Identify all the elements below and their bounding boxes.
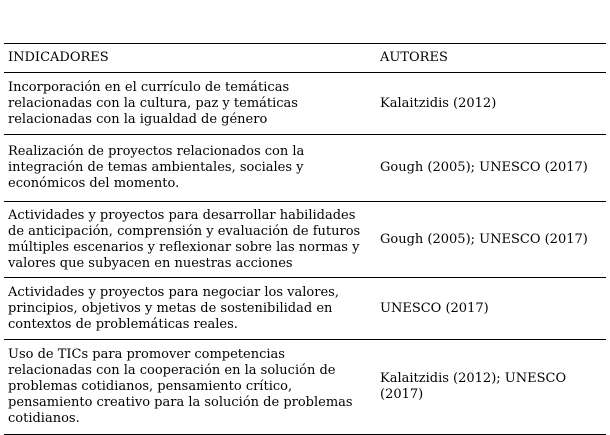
- table-row: [4, 340, 606, 435]
- indicador-cell: Actividades y proyectos para desarrollar habilidades de anticipación, comprensión y evaluación de futuros múltiples escenarios y reflexionar sobre las normas y valores que subyacen en nuestras acciones: [8, 207, 361, 271]
- autores-cell: Gough (2005); UNESCO (2017): [380, 231, 588, 247]
- table-row: [4, 278, 606, 340]
- table-header-row: [4, 44, 606, 73]
- table-row: [4, 135, 606, 202]
- header-autores: AUTORES: [380, 50, 448, 65]
- indicador-cell: Uso de TICs para promover competencias relacionadas con la cooperación en la solución de problemas cotidianos, pensamiento crítico, pensamiento creativo para la solución de problemas cotidianos.: [8, 347, 353, 426]
- indicators-table: [4, 43, 606, 435]
- autores-cell: Kalaitzidis (2012); UNESCO (2017): [380, 371, 567, 402]
- autores-cell: UNESCO (2017): [380, 300, 489, 316]
- autores-cell: Kalaitzidis (2012): [380, 95, 497, 111]
- autores-cell: Gough (2005); UNESCO (2017): [380, 160, 588, 175]
- indicador-cell: Actividades y proyectos para negociar los valores, principios, objetivos y metas de sostenibilidad en contextos de problemáticas reales.: [8, 284, 339, 332]
- table-row: [4, 73, 606, 135]
- indicador-cell: Incorporación en el currículo de temáticas relacionadas con la cultura, paz y temáticas relacionadas con la igualdad de género: [8, 79, 298, 127]
- header-indicadores: INDICADORES: [8, 50, 109, 65]
- indicador-cell: Realización de proyectos relacionados con la integración de temas ambientales, sociales y económicos del momento.: [8, 144, 305, 191]
- table-row: [4, 202, 606, 278]
